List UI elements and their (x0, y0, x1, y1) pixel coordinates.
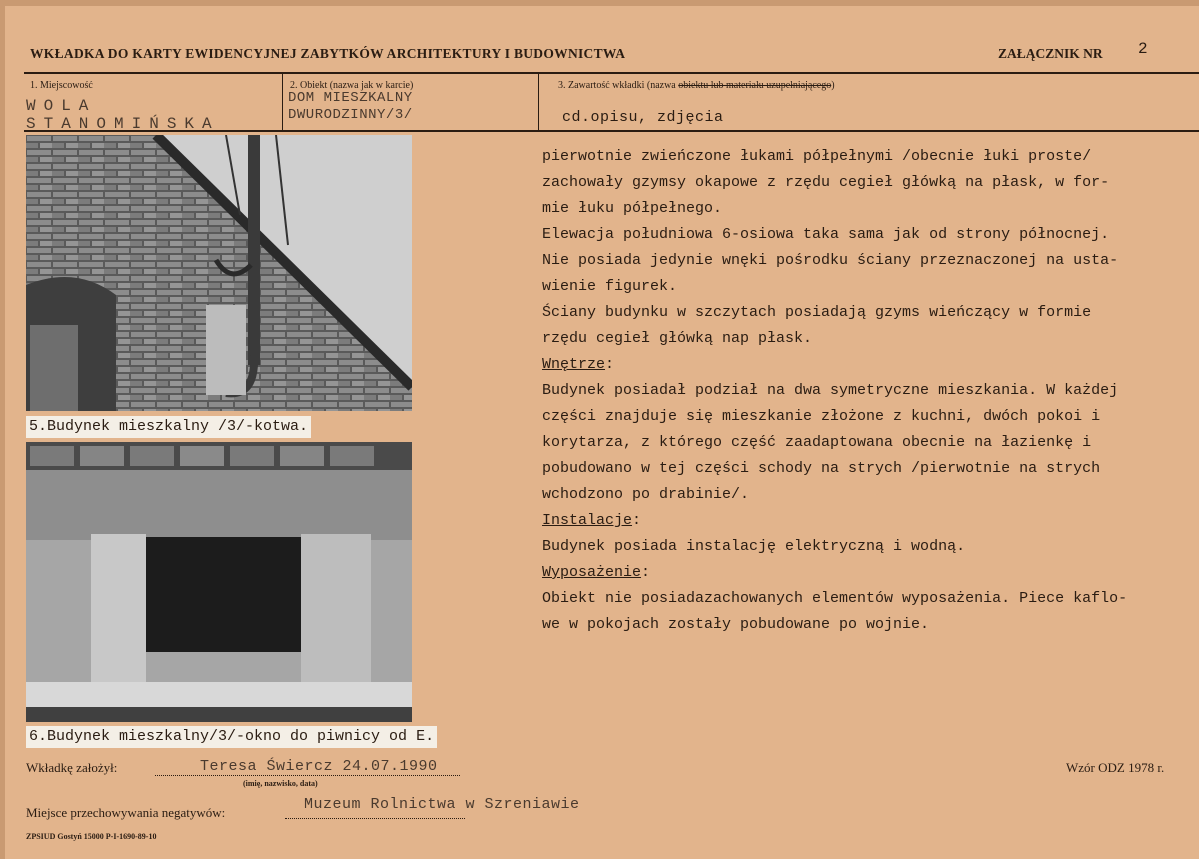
author-value: Teresa Świercz 24.07.1990 (200, 758, 438, 775)
card-title: WKŁADKA DO KARTY EWIDENCYJNEJ ZABYTKÓW ARCHITEKTURY I BUDOWNICTWA (30, 46, 626, 61)
body-line: Ściany budynku w szczytach posiadają gzyms wieńczący w formie (542, 304, 1092, 321)
body-line: Budynek posiada instalację elektryczną i wodną. (542, 538, 966, 555)
field-divider-2 (538, 74, 539, 130)
body-line: Obiekt nie posiadazachowanych elementów wyposażenia. Piece kaflo- (542, 590, 1128, 607)
field-object-line2: DWURODZINNY/3/ (288, 107, 413, 123)
field-locality-line2: STANOMIŃSKA (26, 115, 220, 133)
body-line: części znajduje się mieszkanie złożone z kuchni, dwóch pokoi i (542, 408, 1101, 425)
field-contents-label-c: ) (831, 80, 835, 91)
body-line: Elewacja południowa 6-osiowa taka sama jak od strony północnej. (542, 226, 1110, 243)
field-locality-line1: WOLA (26, 97, 97, 115)
author-label: Wkładkę założył: (26, 760, 118, 775)
body-line: Budynek posiadał podział na dwa symetryczne mieszkania. W każdej (542, 382, 1119, 399)
body-line: pierwotnie zwieńczone łukami półpełnymi /obecnie łuki proste/ (542, 148, 1092, 165)
body-line: Nie posiada jedynie wnęki pośrodku ściany przeznaczonej na usta- (542, 252, 1119, 269)
section-heading-wyposazenie (542, 560, 1192, 586)
field-divider-1 (282, 74, 283, 130)
photo-2 (26, 442, 412, 722)
heading-text: Instalacje (542, 512, 633, 529)
section-heading-instalacje (542, 508, 1192, 534)
body-line: pobudowano w tej części schody na strych /pierwotnie na strych (542, 460, 1101, 477)
body-line: korytarza, z którego część zaadaptowana obecnie na łazienkę i (542, 434, 1092, 451)
heading-text: Wnętrze (542, 356, 606, 373)
photo-1-image (26, 135, 412, 411)
photo-2-image (26, 442, 412, 722)
body-line: wienie figurek. (542, 278, 678, 295)
attachment-label: ZAŁĄCZNIK NR (998, 46, 1103, 61)
card-top-edge (0, 0, 1199, 6)
author-hint: (imię, nazwisko, data) (243, 779, 318, 788)
body-line: zachowały gzymsy okapowe z rzędu cegieł główką na płask, w for- (542, 174, 1110, 191)
photo-2-caption: 6.Budynek mieszkalny/3/-okno do piwnicy od E. (26, 726, 437, 748)
negatives-location-value: Muzeum Rolnictwa w Szreniawie (304, 796, 580, 813)
body-line: rzędu cegieł główką nap płask. (542, 330, 813, 347)
body-line: we w pokojach zostały pobudowane po wojnie. (542, 616, 930, 633)
author-dotted-line (155, 775, 460, 776)
heading-text: Wyposażenie (542, 564, 642, 581)
photo-1 (26, 135, 412, 411)
template-version: Wzór ODZ 1978 r. (1066, 760, 1165, 775)
field-contents-label-b: obiektu lub materiału uzupełniającego (678, 80, 832, 91)
print-code: ZPSIUD Gostyń 15000 P-I-1690-89-10 (26, 832, 157, 841)
field-locality-label: 1. Miejscowość (30, 80, 93, 91)
field-contents-label (558, 80, 835, 91)
description-text (542, 144, 1192, 638)
body-line: wchodzono po drabinie/. (542, 486, 750, 503)
negatives-dotted-line (285, 818, 465, 819)
negatives-location-label: Miejsce przechowywania negatywów: (26, 805, 226, 820)
field-contents-value: cd.opisu, zdjęcia (562, 109, 724, 126)
attachment-number: 2 (1138, 40, 1148, 58)
heading-colon: : (641, 564, 651, 581)
field-object-line1: DOM MIESZKALNY (288, 90, 413, 106)
photo-1-caption: 5.Budynek mieszkalny /3/-kotwa. (26, 416, 311, 438)
card-left-edge (0, 0, 5, 859)
heading-colon: : (605, 356, 615, 373)
field-object-label: 2. Obiekt (nazwa jak w karcie) (290, 80, 414, 91)
header-rule (24, 72, 1199, 74)
heading-colon: : (632, 512, 642, 529)
section-heading-wnetrze (542, 352, 1192, 378)
body-line: mie łuku półpełnego. (542, 200, 723, 217)
field-contents-label-a: 3. Zawartość wkładki (nazwa (558, 80, 679, 91)
